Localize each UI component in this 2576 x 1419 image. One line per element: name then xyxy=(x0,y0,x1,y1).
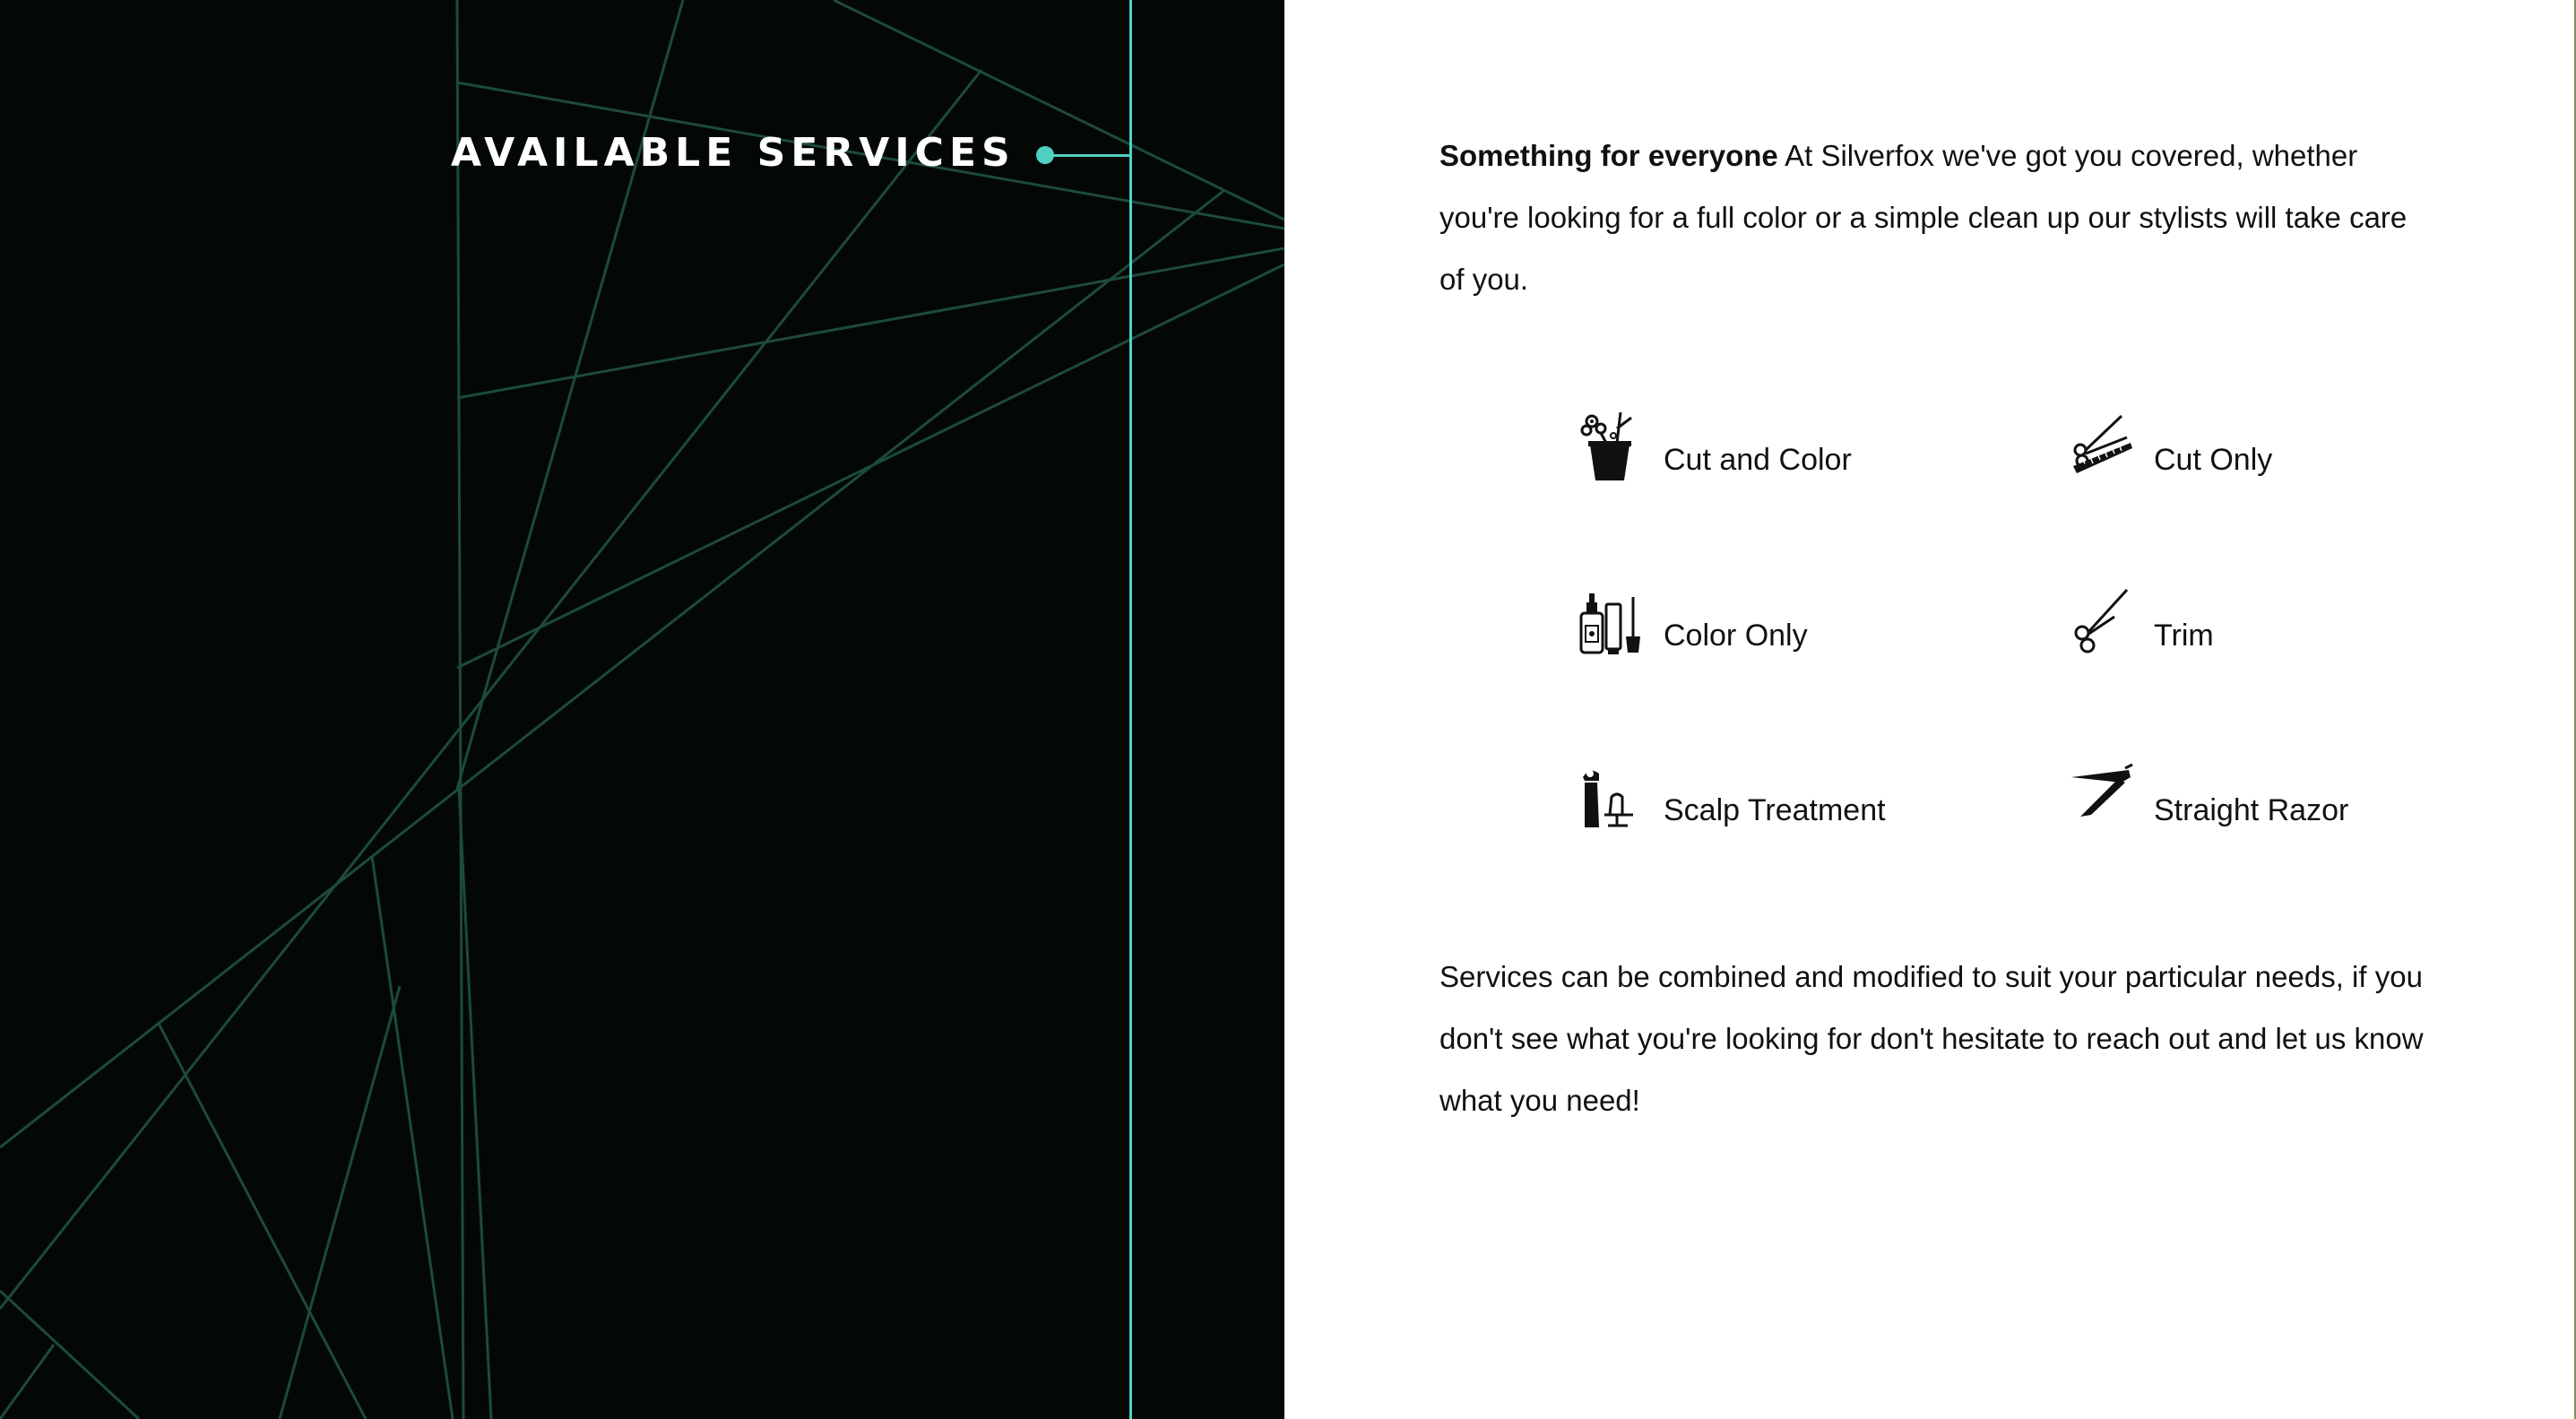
scissors-cup-icon xyxy=(1578,411,1644,482)
outro-paragraph: Services can be combined and modified to suit your particular needs, if you don't see what you're looking for don't hesitate to reach out and let us know what you need! xyxy=(1439,960,2424,1117)
section-title: AVAILABLE SERVICES xyxy=(451,130,1016,176)
connector-dot xyxy=(1036,146,1054,164)
service-item-color-only xyxy=(1578,586,1808,658)
content-panel xyxy=(1284,0,2576,1419)
service-label: Cut and Color xyxy=(1664,442,1852,477)
intro-heading: Something for everyone xyxy=(1439,139,1778,172)
service-label: Straight Razor xyxy=(2154,792,2349,827)
hair-products-icon xyxy=(1578,586,1644,658)
service-item-scalp-treatment xyxy=(1578,761,1886,833)
service-label: Scalp Treatment xyxy=(1664,792,1886,827)
scissors-comb-icon xyxy=(2068,411,2134,482)
decorative-panel xyxy=(0,0,1284,1419)
accent-divider-line xyxy=(1129,0,1132,1419)
title-connector xyxy=(1045,154,1131,157)
service-item-straight-razor xyxy=(2068,761,2348,833)
service-label: Cut Only xyxy=(2154,442,2273,477)
geometric-line-pattern xyxy=(0,0,1284,1419)
straight-razor-icon xyxy=(2068,761,2134,833)
service-item-cut-only xyxy=(2068,411,2272,482)
service-item-trim xyxy=(2068,586,2214,658)
service-item-cut-and-color xyxy=(1578,411,1852,482)
service-label: Color Only xyxy=(1664,618,1808,653)
intro-text: At Silverfox we've got you covered, whether you're looking for a full color or a simple clean up our stylists will take care of you. xyxy=(1439,139,2407,296)
service-label: Trim xyxy=(2154,618,2214,653)
intro-paragraph xyxy=(1439,125,2434,310)
salon-wash-chair-icon xyxy=(1578,761,1644,833)
scissors-icon xyxy=(2068,586,2134,658)
